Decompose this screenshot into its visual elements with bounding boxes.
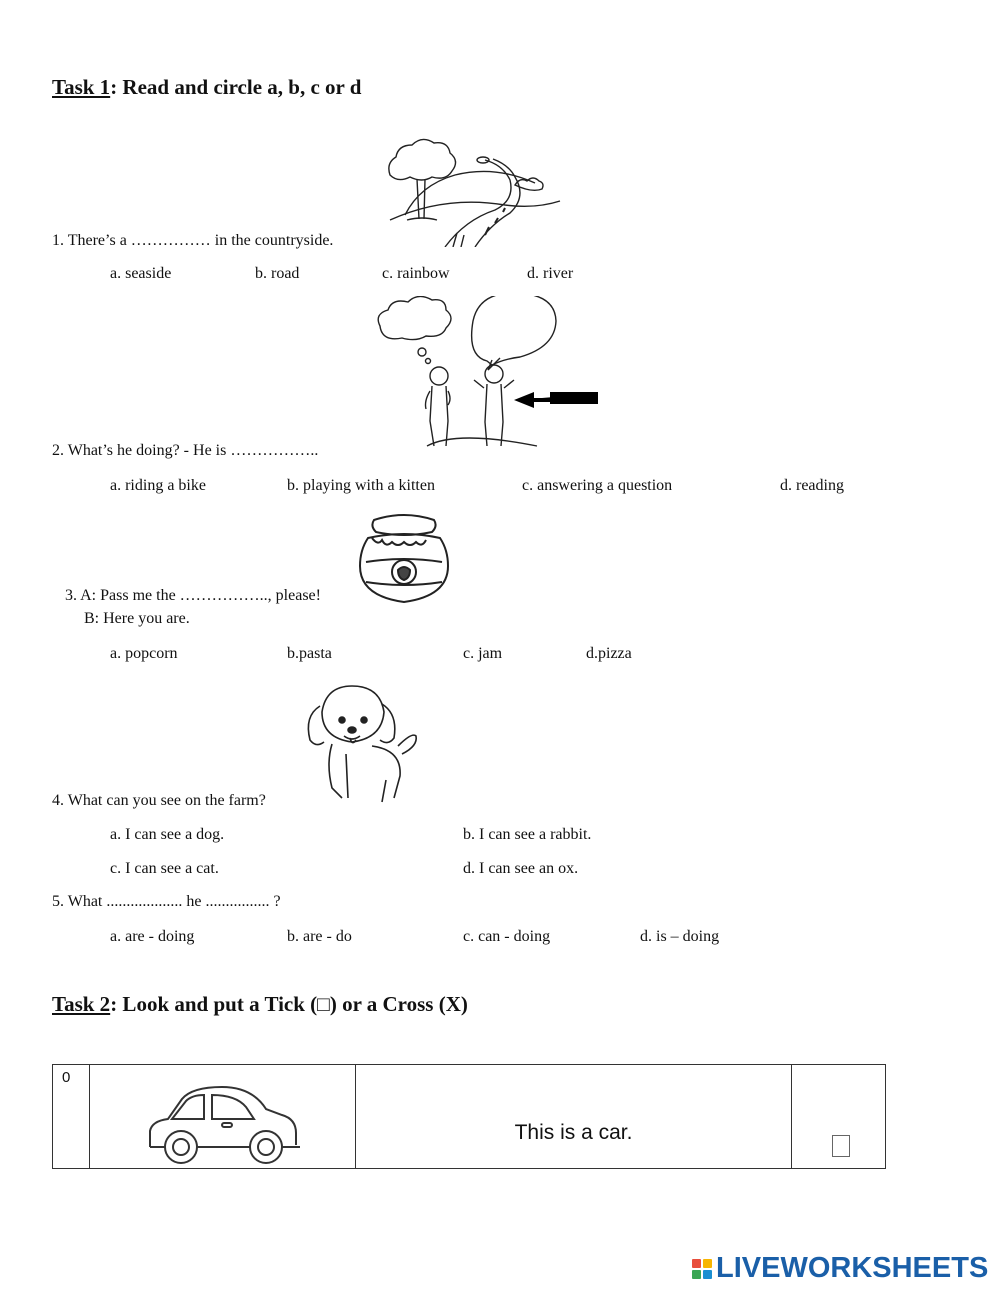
q5-option-d[interactable]: d. is – doing [640,928,720,945]
tick-box[interactable] [832,1135,850,1157]
puppy-picture [302,684,420,808]
example-number: 0 [62,1069,71,1086]
q4-option-b[interactable]: b. I can see a rabbit. [463,826,592,843]
question-5: 5. What ................... he ................ ? [52,893,281,910]
car-picture [146,1085,300,1167]
q5-option-c[interactable]: c. can - doing [463,928,551,945]
example-sentence: This is a car. [514,1121,633,1144]
question-3: 3. A: Pass me the …………….., please! [65,587,321,604]
q3-option-d[interactable]: d.pizza [586,645,632,662]
countryside-road-picture [385,135,563,247]
q4-option-d[interactable]: d. I can see an ox. [463,860,579,877]
q1-option-b[interactable]: b. road [255,265,300,282]
question-3-reply: B: Here you are. [84,610,190,627]
task2-label: Task 2 [52,992,111,1016]
task1-label: Task 1 [52,75,111,99]
q3-option-c[interactable]: c. jam [463,645,503,662]
q3-option-b[interactable]: b.pasta [287,645,332,662]
task2-instruction: : Look and put a Tick (□) or a Cross (X) [110,992,468,1016]
q5-option-b[interactable]: b. are - do [287,928,352,945]
task2-table [52,1064,886,1169]
answer-cell [792,1065,886,1169]
boys-talking-picture [372,296,602,454]
picture-cell [90,1065,356,1169]
q2-option-b[interactable]: b. playing with a kitten [287,477,435,494]
q1-option-d[interactable]: d. river [527,265,574,282]
sentence-cell [356,1065,792,1169]
q2-option-a[interactable]: a. riding a bike [110,477,206,494]
q4-option-c[interactable]: c. I can see a cat. [110,860,219,877]
question-4: 4. What can you see on the farm? [52,792,266,809]
task1-instruction: : Read and circle a, b, c or d [110,75,362,99]
number-cell [53,1065,90,1169]
q4-option-a[interactable]: a. I can see a dog. [110,826,225,843]
q2-option-d[interactable]: d. reading [780,477,844,494]
question-1: 1. There’s a …………… in the countryside. [52,232,334,249]
q1-option-c[interactable]: c. rainbow [382,265,450,282]
brand-name: LIVEWORKSHEETS [716,1252,989,1284]
q1-option-a[interactable]: a. seaside [110,265,172,282]
logo-icon [692,1259,712,1279]
task1-heading [52,75,361,100]
question-2: 2. What’s he doing? - He is …………….. [52,442,319,459]
q3-option-a[interactable]: a. popcorn [110,645,178,662]
q2-option-c[interactable]: c. answering a question [522,477,673,494]
liveworksheets-logo [692,1252,988,1285]
task2-heading [52,992,468,1017]
q5-option-a[interactable]: a. are - doing [110,928,195,945]
jam-jar-picture [356,510,452,606]
table-row [53,1065,886,1169]
